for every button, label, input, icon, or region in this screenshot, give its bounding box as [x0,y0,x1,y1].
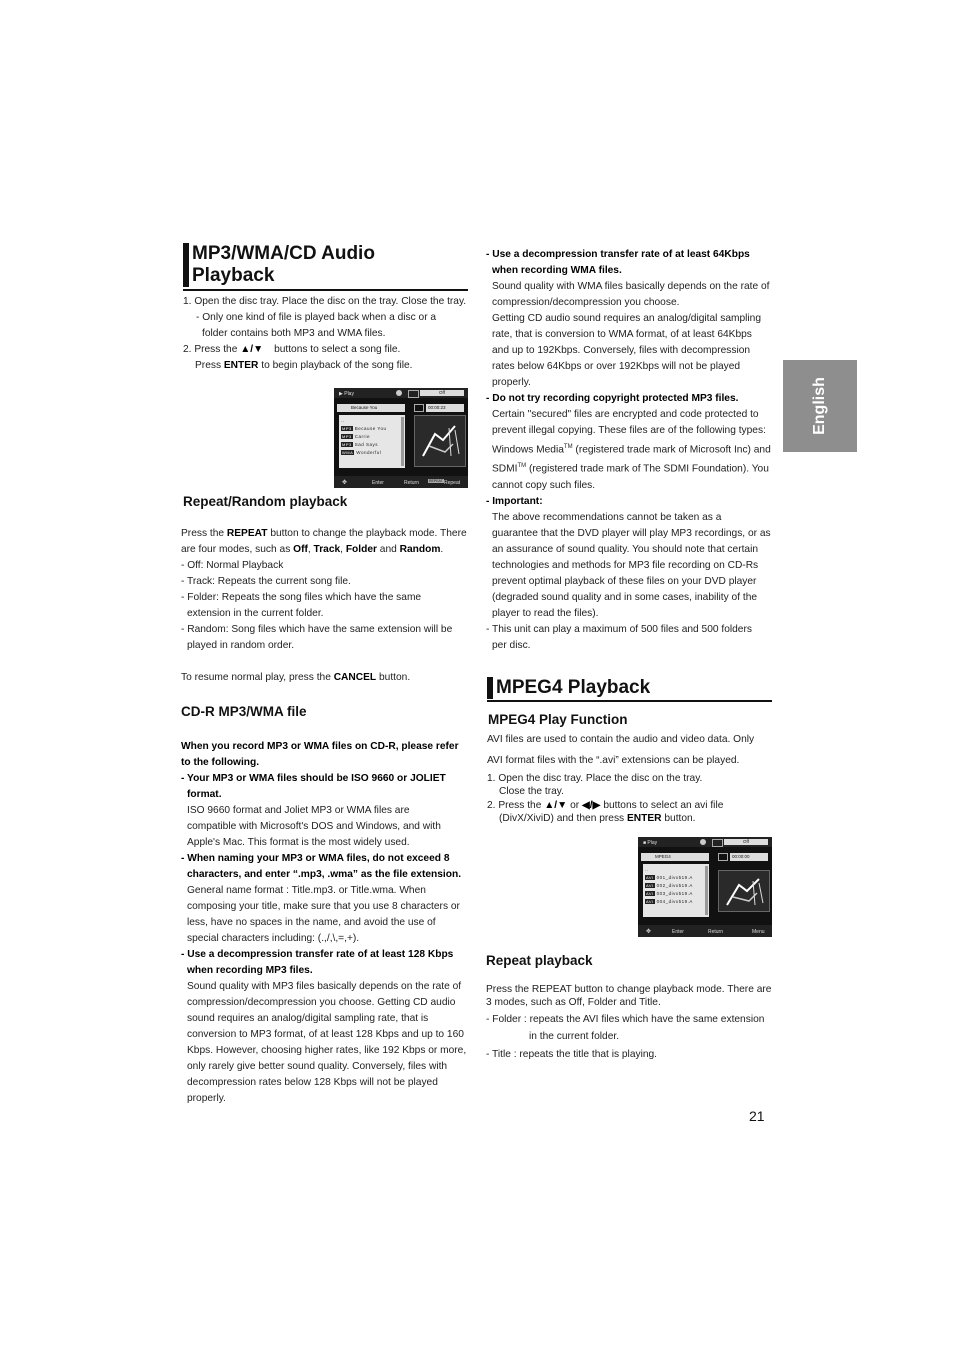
page-title-line1: MP3/WMA/CD Audio [192,243,375,264]
important-body: prevent optimal playback of these files on your DVD player [492,575,757,587]
naming-body: less, have no spaces in the name, and avoid the use of [187,917,436,928]
mpeg-step-1-b: Close the tray. [499,786,564,797]
file-name: 001_divx519.A [656,875,693,880]
naming-heading-b: characters, and enter “.mp3, .wma” as the file extension. [187,869,462,880]
osd-list-item[interactable] [341,450,381,455]
step-1: 1. Open the disc tray. Place the disc on the tray. Close the tray. [183,296,467,307]
mp3-rate-body: conversion to MP3 format, of at least 128 Kbps and up to 160 [187,1029,464,1040]
osd-bottom-bar [334,476,468,488]
mp3-rate-body: Kbps. However, choosing higher rates, like 192 Kbps or more, [187,1045,467,1056]
osd-top-bar [638,837,772,847]
osd-enter-label[interactable]: Enter [672,929,684,935]
osd-list-item[interactable] [645,891,693,896]
repeat-p1 [181,526,473,542]
naming-body: composing your title, make sure that you use 8 characters or [187,901,460,912]
important-body: technologies and methods for MP3 file recording on CD-Rs [492,559,759,571]
mp3-rate-body: properly. [187,1093,226,1104]
osd-list-item[interactable] [645,875,693,880]
arrow-left-right-icon: ◀/▶ [581,800,601,811]
osd-play-label: ■ Play [643,840,658,846]
mode-folder-desc-b: extension in the current folder. [187,608,324,619]
arrow-up-down-icon: ▲/▼ [544,800,568,811]
guitarist-image-icon [415,416,465,466]
repeat-playback-heading: Repeat playback [486,953,593,968]
wma-rate-heading-b: when recording WMA files. [492,265,622,276]
mp3-rate-body: only rarely give better sound quality. Conversely, files with [187,1061,448,1072]
title-bar-marker [487,677,493,699]
title-rule [487,700,772,702]
enter-key: ENTER [626,813,662,824]
osd-list-item[interactable] [341,442,378,447]
arrow-up-down-icon: ▲/▼ [240,344,264,355]
step-2b [183,358,473,374]
mode-random-desc: - Random: Song files which have the same extension will be [181,624,453,635]
osd-top-bar [334,388,468,398]
trademark: TM [517,463,527,470]
text: To resume normal play, press the [181,672,331,683]
text: button. [664,813,696,824]
text: button to change the playback mode. There [270,528,467,539]
file-type-tag: MP3 [342,434,352,439]
file-name: Sad Says [354,442,378,447]
osd-enter-label[interactable]: Enter [372,480,384,486]
page-number: 21 [749,1108,765,1124]
text: or [570,800,580,811]
clock-icon [718,853,728,861]
iso-heading: - Your MP3 or WMA files should be ISO 9660 or JOLIET [181,773,446,784]
osd-repeat-key: REPEAT [429,479,443,483]
file-name: 003_divx519.A [656,891,693,896]
max-files-note-b: per disc. [492,639,531,651]
left-title [192,243,468,287]
album-art-thumbnail [414,415,466,467]
osd-list-item[interactable] [341,434,370,439]
step-2-post: buttons to select a song file. [274,344,401,355]
func-p2: AVI format files with the “.avi” extensions can be played. [487,755,740,766]
osd-time: 00:00:00 [730,853,768,861]
osd-list-item[interactable] [645,899,693,904]
text: Press the [181,528,225,539]
mp3-rate-body: sound requires an analog/digital sampling rate, that is [187,1013,429,1024]
cdr-intro: When you record MP3 or WMA files on CD-R, please refer [181,741,459,752]
file-type-tag: AVI [646,875,654,880]
mode-track-desc: - Track: Repeats the current song file. [181,576,351,587]
mode-off-desc: - Off: Normal Playback [181,560,284,571]
mpeg-step-1: 1. Open the disc tray. Place the disc on the tray. [487,773,703,784]
copyright-heading: - Do not try recording copyright protected MP3 files. [486,393,739,404]
copyright-body [486,439,778,458]
important-body: player to read the files). [492,607,599,619]
mpeg-step-2 [487,799,779,812]
text: button. [379,672,411,683]
file-name: Wonderful [356,450,382,455]
enter-key: ENTER [223,360,259,371]
mode-off: Off [293,544,308,555]
mp3-rate-heading: - Use a decompression transfer rate of at least 128 Kbps [181,949,454,960]
copyright-body: Certain "secured" files are encrypted and code protected to [492,409,759,420]
repeat-p2: 3 modes, such as Off, Folder and Title. [486,997,661,1008]
wma-rate-heading: - Use a decompression transfer rate of at least 64Kbps [486,249,750,260]
language-tab [783,360,857,452]
copyright-body: prevent illegal copying. These files are of the following types: [492,425,766,436]
osd-menu-label[interactable]: Menu [752,929,765,935]
osd-folder-name: MPEG4 [641,853,709,861]
mpeg4-function-heading: MPEG4 Play Function [488,712,628,727]
osd-mode-value: Off [724,839,768,845]
osd-time: 00:00:23 [426,404,464,412]
wma-body: Sound quality with WMA files basically depends on the rate of [492,281,770,292]
language-label: English [811,377,828,435]
osd-mode-value: Off [420,390,464,396]
mp3-rate-body: decompression rates below 128 Kbps will not be played [187,1077,438,1088]
mpeg-step-2-b [487,812,779,825]
naming-body: General name format : Title.mp3. or Title.wma. When [187,885,426,896]
repeat-random-body [181,526,473,686]
repeat-folder-desc-b: in the current folder. [529,1031,620,1042]
osd-parent-folder[interactable]: .. [341,418,345,423]
mode-track: Track [313,544,341,555]
page-title-line2: Playback [192,265,275,286]
mpeg4-steps [487,772,779,825]
copyright-body: cannot copy such files. [492,479,596,491]
navigation-pad-icon: ✥ [342,480,348,486]
iso-body: Apple's Mac. This format is the most widely used. [187,837,410,848]
step-2b-pre: Press [195,360,222,371]
wma-body: compression/decompression you choose. [492,297,680,308]
file-type-tag: AVI [646,891,654,896]
iso-heading-b: format. [187,789,222,800]
step-2b-post: to begin playback of the song file. [261,360,413,371]
disc-icon [700,839,706,845]
osd-repeat-label[interactable]: Repeat [444,480,461,486]
important-body: (degraded sound quality and in some cases, inability of the [492,591,758,603]
resume-line [181,670,473,686]
mode-random: Random [399,544,441,555]
mode-folder: Folder [345,544,377,555]
file-type-tag: AVI [646,899,654,904]
max-files-note: - This unit can play a maximum of 500 files and 500 folders [486,623,752,635]
text: (registered trade mark of Microsoft Inc) and [575,444,771,456]
text: 2. Press the [487,800,542,811]
important-body: guarantee that the DVD player will play MP3 recordings, or as [492,527,771,539]
osd-file-list [339,415,405,468]
step-1-note-a: - Only one kind of file is played back when a disc or a [196,312,437,323]
mode-folder-desc: - Folder: Repeats the song files which have the same [181,592,422,603]
text: SDMI [492,463,518,475]
file-type-tag: WMA [342,450,354,455]
step-2 [183,342,473,358]
repeat-p1b: are four modes, such as Off, Track, Folder and Random. [181,544,444,555]
mpeg4-title-text: MPEG4 Playback [496,677,651,698]
file-name: 002_divx519.A [656,883,693,888]
left-steps [183,294,473,374]
naming-body: special characters including: (.,/,\,=,+). [187,933,360,944]
right-body-top [486,247,778,654]
osd-return-label[interactable]: Return [708,929,724,935]
mode-random-desc-b: played in random order. [187,640,295,651]
mp3-rate-heading-b: when recording MP3 files. [187,965,313,976]
iso-body: compatible with Microsoft's DOS and Windows, and with [187,821,441,832]
cdr-intro-b: to the following. [181,757,260,768]
navigation-pad-icon: ✥ [646,929,652,935]
repeat-icon [408,390,419,398]
wma-body: rates below 64Kbps or over 192Kbps will not be played [492,361,741,372]
text: are four modes, such as [181,544,291,555]
text: (registered trade mark of The SDMI Foundation). You [528,463,769,475]
cancel-key: CANCEL [333,672,377,683]
mpeg4-title [496,677,772,699]
file-type-tag: MP3 [342,426,352,431]
osd-list-item[interactable] [341,426,387,431]
file-type-tag: MP3 [342,442,352,447]
osd-bottom-bar [638,925,772,937]
file-name: Because You [354,426,387,431]
osd-scrollbar[interactable] [401,417,404,466]
wma-body: and up to 192Kbps. Conversely, files with decompression [492,345,751,356]
osd-folder-name: Because You [337,404,405,412]
iso-body: ISO 9660 format and Joliet MP3 or WMA files are [187,805,410,816]
repeat-p1: Press the REPEAT button to change playback mode. There are [486,984,772,995]
clock-icon [414,404,424,412]
repeat-title-desc: - Title : repeats the title that is playing. [486,1049,658,1060]
wma-body: properly. [492,377,531,388]
osd-return-label[interactable]: Return [404,480,420,486]
repeat-playback-body [486,983,778,1061]
text: Windows Media [492,444,564,456]
important-body: The above recommendations cannot be taken as a [492,511,722,523]
file-name: 004_divx519.A [656,899,693,904]
repeat-icon [712,839,723,847]
repeat-key: REPEAT [226,528,268,539]
mp3-rate-body: Sound quality with MP3 files basically depends on the rate of [187,981,462,992]
cdr-heading: CD-R MP3/WMA file [181,704,307,719]
step-1-note-b: folder contains both MP3 and WMA files. [202,328,386,339]
important-body: an assurance of sound quality. You should note that certain [492,543,759,555]
title-bar-marker [183,243,189,287]
mpeg4-function-body [487,732,779,769]
osd-parent-folder[interactable]: .. [645,867,649,872]
file-name: Carrie [354,434,370,439]
video-thumbnail [718,870,770,912]
file-type-tag: AVI [646,883,654,888]
repeat-folder-desc: - Folder : repeats the AVI files which have the same extension [486,1014,765,1025]
trademark: TM [563,444,573,450]
func-p1: AVI files are used to contain the audio and video data. Only [487,734,755,745]
wma-body: Getting CD audio sound requires an analog/digital sampling [492,313,762,324]
copyright-body [486,458,778,477]
guitarist-image-icon [719,871,769,911]
title-rule [183,289,468,291]
text: buttons to select an avi file [603,800,724,811]
wma-body: rate, that is conversion to WMA format, of at least 64Kbps [492,329,752,340]
important-heading: - Important: [486,495,543,507]
step-2-pre: 2. Press the [183,344,238,355]
osd-play-label: ▶ Play [339,391,354,397]
osd-screenshot-mp3 [334,388,468,488]
osd-list-item[interactable] [645,883,693,888]
naming-heading: - When naming your MP3 or WMA files, do not exceed 8 [181,853,450,864]
osd-screenshot-mpeg4 [638,837,772,937]
osd-scrollbar[interactable] [705,866,708,915]
mp3-rate-body: compression/decompression you choose. Getting CD audio [187,997,456,1008]
text: (DivX/XiviD) and then press [499,813,625,824]
osd-file-list [643,864,709,917]
cdr-body [181,739,473,1107]
disc-icon [396,390,402,396]
repeat-random-heading: Repeat/Random playback [183,494,348,509]
